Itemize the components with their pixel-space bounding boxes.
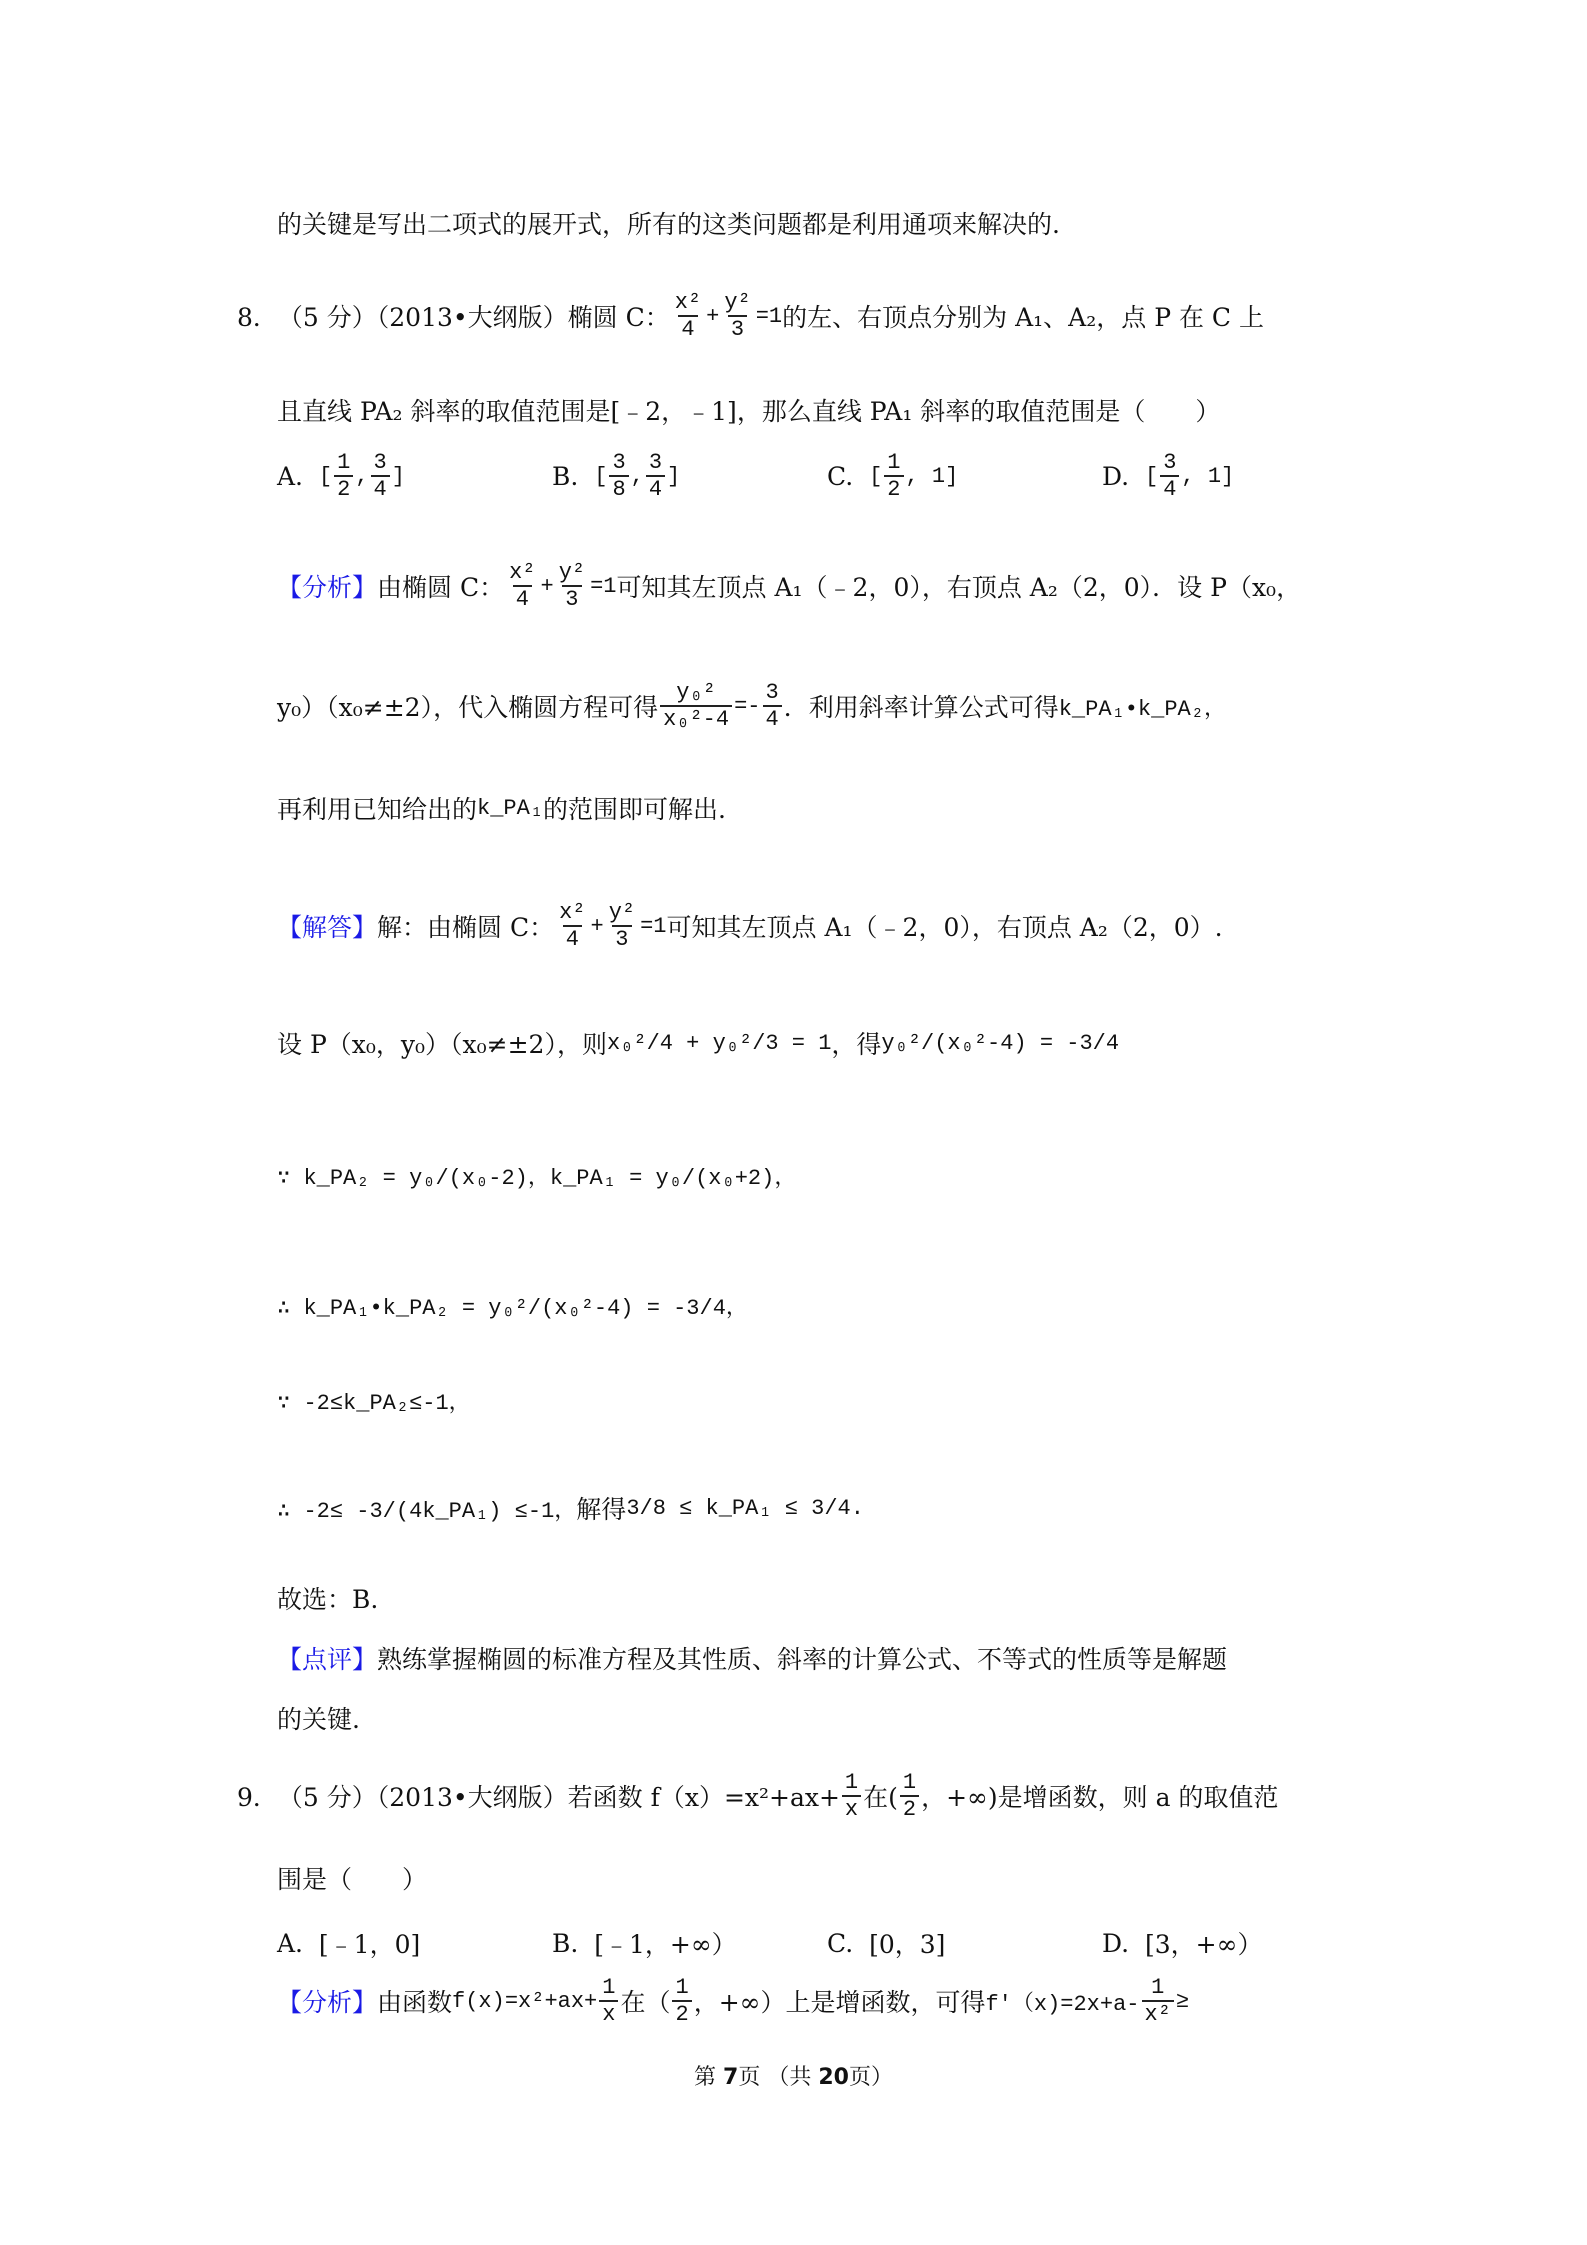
fraction (842, 1770, 861, 1823)
q9-score: （5 分）（2013•大纲版） (277, 1783, 568, 1813)
q9-option-c[interactable] (827, 1925, 1102, 1961)
q9-options (277, 1925, 1377, 1961)
eq-rhs: =1 (640, 913, 667, 939)
q9-stem-line2 (277, 1860, 427, 1896)
fraction (660, 680, 732, 733)
ellipse-x-fraction (672, 290, 704, 343)
frac-den: 4 (763, 705, 782, 732)
equation: ∴ -2≤ -3/(4k_PA₁) ≤-1， (277, 1498, 577, 1524)
analysis-text: 由椭圆 C： (377, 573, 505, 603)
frac (334, 450, 353, 503)
solution-text: 解得 (576, 1495, 627, 1524)
q9-option-b[interactable] (552, 1925, 827, 1961)
comment-label: 【点评】 (277, 1645, 378, 1674)
frac-den: x (842, 1795, 861, 1822)
q8-option-a[interactable]: A. [ $\frac{1}{2}$ , $\frac{3}{4}$ ] (277, 450, 405, 503)
option-letter: B. (552, 1928, 579, 1958)
q8-option-b[interactable]: B. [ $\frac{3}{8}$ , $\frac{3}{4}$ ] (552, 450, 681, 503)
frac-den: 4 (371, 475, 390, 502)
fraction (672, 1975, 691, 2028)
frac-num: 3 (373, 450, 387, 475)
frac-num: 1 (887, 450, 901, 475)
q8-score: （5 分）（2013•大纲版） (277, 303, 568, 333)
frac-den: 4 (646, 475, 665, 502)
fraction (900, 1770, 919, 1823)
option-text: [﹣1，0] (318, 1930, 421, 1959)
answer-text: 故选：B. (277, 1585, 379, 1614)
q8-solution-line2 (277, 1025, 1119, 1061)
solution-text: ，得 (831, 1030, 882, 1059)
analysis-text: y₀）（x₀≠±2），代入椭圆方程可得 (277, 693, 659, 723)
frac-num: x² (559, 900, 586, 925)
q8-stem-line2-text: 且直线 PA₂ 斜率的取值范围是[﹣2，﹣1]，那么直线 PA₁ 斜率的取值范围是（ ） (277, 397, 1221, 426)
q9-stem-text: ，+∞)是增函数，则 a 的取值范 (921, 1783, 1279, 1813)
frac (646, 450, 665, 503)
frac-den: 2 (900, 1795, 919, 1822)
frac-num: 3 (765, 680, 779, 705)
frac-den: 3 (562, 585, 581, 612)
frac-num: y² (608, 900, 636, 925)
function-expr: f(x)=x²+ax+ (452, 1988, 598, 2014)
q8-comment-line1 (277, 1640, 1227, 1676)
frac-den: x (599, 2000, 618, 2027)
frac-den: 4 (513, 585, 532, 612)
equation: ∵ k_PA₂ = y₀/(x₀-2)，k_PA₁ = y₀/(x₀+2)， (277, 1166, 797, 1191)
option-letter: D. (1102, 1928, 1130, 1958)
solution-text: 设 P（x₀，y₀）（x₀≠±2），则 (277, 1030, 607, 1059)
equation: ∴ k_PA₁•k_PA₂ = y₀²/(x₀²-4) = -3/4， (277, 1296, 748, 1321)
previous-comment-continuation (277, 205, 1060, 241)
analysis-label: 【分析】 (277, 1988, 378, 2018)
frac (884, 450, 903, 503)
option-text: [﹣1，+∞） (594, 1930, 737, 1959)
q8-solution-line1 (277, 900, 1223, 953)
comment-text: 的关键. (277, 1705, 360, 1734)
q8-stem-part1: 椭圆 C： (567, 303, 670, 333)
q9-analysis-line1 (277, 1975, 1189, 2028)
option-letter: A. (277, 461, 304, 491)
frac-num: 1 (902, 1770, 917, 1795)
frac-den: x₀²-4 (660, 705, 732, 732)
plus-sign: + (590, 913, 604, 939)
frac-num: x² (509, 560, 536, 585)
option-value: 1 (931, 463, 946, 489)
inequality-sign: ≥ (1175, 1988, 1190, 2014)
q8-stem-line1 (237, 290, 1264, 343)
option-letter: B. (552, 461, 579, 491)
frac (371, 450, 390, 503)
eq-rhs: =1 (590, 573, 617, 599)
q8-options (277, 450, 1377, 503)
option-letter: C. (827, 461, 854, 491)
continuation-text: 的关键是写出二项式的展开式，所有的这类问题都是利用通项来解决的. (277, 210, 1060, 239)
q9-option-a[interactable] (277, 1925, 552, 1961)
frac-num: 1 (602, 1975, 616, 2000)
derivative-expr: f′（x)=2x+a- (985, 1991, 1140, 2017)
ellipse-y-fraction (721, 290, 753, 343)
q9-option-d[interactable] (1102, 1925, 1377, 1961)
page-footer (0, 2060, 1587, 2091)
q8-solution-line6 (277, 1490, 864, 1526)
frac-den: 4 (563, 925, 582, 952)
equation: 3/8 ≤ k_PA₁ ≤ 3/4. (626, 1495, 864, 1521)
frac-num: y² (724, 290, 751, 315)
option-letter: D. (1102, 461, 1130, 491)
eq-rhs: =1 (755, 303, 783, 329)
total-pages-number: 20 (818, 2065, 849, 2090)
frac (609, 450, 628, 503)
ellipse-y-fraction (556, 560, 588, 613)
q8-answer (277, 1580, 378, 1616)
frac-num: 1 (844, 1770, 859, 1795)
analysis-text: 由函数 (377, 1988, 453, 2018)
analysis-text: 的范围即可解出. (543, 795, 726, 824)
comment-text: 熟练掌握椭圆的标准方程及其性质、斜率的计算公式、不等式的性质等是解题 (377, 1645, 1228, 1674)
frac-den: 3 (612, 925, 631, 952)
analysis-text: ，+∞）上是增函数，可得 (693, 1988, 986, 2018)
q8-stem-part2: 的左、右顶点分别为 A₁、A₂，点 P 在 C 上 (782, 303, 1264, 333)
analysis-text: ．利用斜率计算公式可得 (783, 693, 1059, 723)
fraction: $\frac{1}{\text{x²}}$ (1142, 1975, 1174, 2028)
q8-option-c[interactable]: C. [ $\frac{1}{2}$ , 1 ] (827, 450, 959, 503)
analysis-text: 可知其左顶点 A₁（﹣2，0），右顶点 A₂（2，0）．设 P（x₀， (616, 573, 1302, 603)
frac-den: 4 (1160, 475, 1179, 502)
q8-comment-line2 (277, 1700, 360, 1736)
option-letter: A. (277, 1928, 304, 1958)
plus-sign: + (706, 303, 720, 329)
frac (1160, 450, 1179, 503)
q8-analysis-line3 (277, 790, 726, 826)
q9-number: 9． (237, 1783, 278, 1813)
q8-solution-line4 (277, 1290, 748, 1321)
option-text: [3，+∞） (1145, 1930, 1263, 1959)
frac-den: 2 (884, 475, 903, 502)
solution-text: 解：由椭圆 C： (377, 913, 555, 943)
ellipse-x-fraction (556, 900, 588, 953)
frac-num: 3 (1163, 450, 1177, 475)
q9-stem-text: 围是（ ） (277, 1865, 428, 1894)
frac-num: x² (674, 290, 702, 315)
fraction (599, 1975, 618, 2028)
analysis-label: 【分析】 (277, 573, 378, 603)
q9-stem-line1 (237, 1770, 1278, 1823)
frac-num: 1 (337, 450, 351, 475)
slope-symbol: k_PA₁ (477, 795, 544, 821)
footer-text: 页 （共 (738, 2065, 819, 2090)
frac-num: y₀² (676, 680, 716, 705)
equation: x₀²/4 + y₀²/3 = 1 (606, 1030, 832, 1056)
frac-den: 2 (334, 475, 353, 502)
current-page-number: 7 (723, 2065, 739, 2090)
analysis-text: 在（ (620, 1988, 671, 2018)
q8-solution-line3 (277, 1160, 796, 1191)
q8-analysis-line1 (277, 560, 1301, 613)
q9-stem-text: 在( (863, 1783, 898, 1813)
slope-product: k_PA₁•k_PA₂， (1058, 696, 1226, 722)
q8-stem-line2 (277, 392, 1220, 428)
frac-den: 8 (609, 475, 628, 502)
frac-num: y² (558, 560, 586, 585)
equals: =- (734, 693, 761, 719)
q8-solution-line5 (277, 1385, 471, 1416)
frac-den: 2 (672, 2000, 691, 2027)
q8-option-d[interactable]: D. [ $\frac{3}{4}$ , 1 ] (1102, 450, 1235, 503)
q8-number: 8． (237, 303, 278, 333)
equation: ∵ -2≤k_PA₂≤-1， (277, 1391, 471, 1416)
option-value: 1 (1207, 463, 1222, 489)
analysis-text: 再利用已知给出的 (277, 795, 478, 824)
frac-num: 1 (675, 1975, 689, 2000)
option-text: [0，3] (869, 1930, 946, 1959)
solution-text: 可知其左顶点 A₁（﹣2，0），右顶点 A₂（2，0）. (666, 913, 1223, 943)
frac-num: 3 (648, 450, 663, 475)
ellipse-y-fraction (606, 900, 638, 953)
q9-stem-text: 若函数 f（x）=x²+ax+ (567, 1783, 840, 1813)
fraction (763, 680, 782, 733)
solution-label: 【解答】 (277, 913, 378, 943)
footer-text: 页） (848, 2065, 893, 2090)
option-letter: C. (827, 1928, 854, 1958)
frac-den: 4 (678, 315, 697, 342)
plus-sign: + (540, 573, 554, 599)
frac-num: 3 (612, 450, 626, 475)
equation: y₀²/(x₀²-4) = -3/4 (881, 1030, 1120, 1056)
q8-analysis-line2 (277, 680, 1226, 733)
frac-den: 3 (728, 315, 747, 342)
ellipse-x-fraction (506, 560, 538, 613)
footer-text: 第 (694, 2065, 724, 2090)
